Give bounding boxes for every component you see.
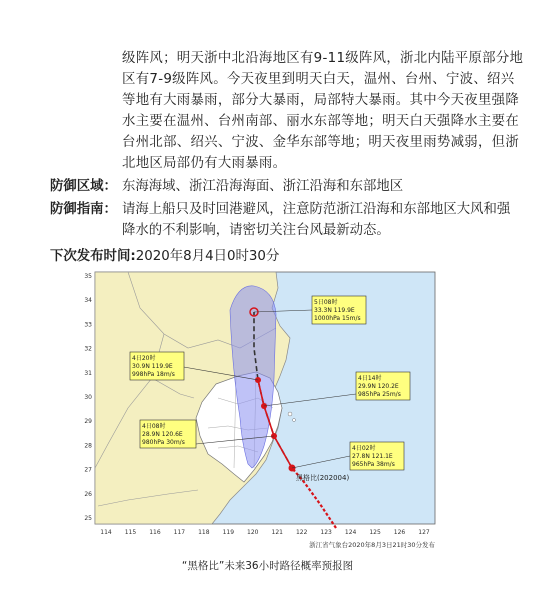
y-tick-label: 28 xyxy=(84,442,92,450)
y-tick-label: 26 xyxy=(84,490,92,498)
info-box-4d02 xyxy=(350,442,404,470)
y-tick-label: 25 xyxy=(84,515,92,522)
defense-area-value: 东海海域、浙江沿海海面、浙江沿海和东部地区 xyxy=(122,179,404,194)
y-tick-label: 34 xyxy=(84,297,92,305)
x-tick-label: 121 xyxy=(271,529,283,536)
typhoon-track-map xyxy=(68,268,456,550)
y-tick-label: 27 xyxy=(84,466,92,474)
x-tick-label: 120 xyxy=(247,529,259,536)
x-tick-label: 117 xyxy=(173,529,186,536)
y-tick-label: 29 xyxy=(84,418,92,426)
info-box-4d20 xyxy=(130,352,184,380)
info-box-pressure-wind: 985hPa 25m/s xyxy=(358,391,401,398)
y-tick-label: 32 xyxy=(84,345,92,353)
y-tick-label: 35 xyxy=(84,273,92,280)
x-tick-label: 119 xyxy=(222,529,235,536)
info-box-time: 4日08时 xyxy=(142,423,166,430)
info-box-position: 33.3N 119.9E xyxy=(314,307,355,314)
x-tick-label: 125 xyxy=(369,529,381,536)
x-tick-label: 122 xyxy=(295,529,308,536)
defense-guide-row xyxy=(50,199,511,238)
info-box-time: 4日20时 xyxy=(132,355,156,362)
x-tick-label: 115 xyxy=(124,529,137,536)
defense-guide-label: 防御指南： xyxy=(50,202,117,217)
info-box-position: 27.8N 121.1E xyxy=(352,453,393,460)
figure-caption: “黑格比”未来36小时路径概率预报图 xyxy=(181,560,354,572)
info-box-pressure-wind: 998hPa 18m/s xyxy=(132,371,175,378)
defense-guide-line2: 降水的不利影响，请密切关注台风最新动态。 xyxy=(122,223,390,238)
y-tick-label: 33 xyxy=(84,321,92,329)
island xyxy=(293,419,296,422)
info-box-pressure-wind: 980hPa 30m/s xyxy=(142,439,185,446)
info-box-pressure-wind: 1000hPa 15m/s xyxy=(314,315,361,322)
info-box-4d14 xyxy=(356,372,410,400)
island xyxy=(288,412,292,416)
forecast-line: 台州北部、绍兴、宁波、金华东部等地；明天夜里雨势减弱，但浙 xyxy=(122,135,520,150)
x-tick-label: 123 xyxy=(320,529,332,536)
typhoon-name-label: 黑格比(202004) xyxy=(296,474,350,482)
x-tick-label: 124 xyxy=(344,529,357,536)
x-tick-label: 114 xyxy=(100,529,112,536)
forecast-paragraph xyxy=(122,48,524,174)
y-axis-ticks xyxy=(84,273,92,522)
y-tick-label: 30 xyxy=(84,394,92,401)
y-tick-label: 31 xyxy=(84,369,92,377)
map-svg xyxy=(68,268,456,550)
info-box-pressure-wind: 965hPa 38m/s xyxy=(352,461,395,468)
info-box-position: 28.9N 120.6E xyxy=(142,431,183,438)
info-box-time: 4日02时 xyxy=(352,445,376,452)
x-axis-ticks xyxy=(100,529,430,536)
defense-guide-line1: 请海上船只及时回港避风，注意防范浙江沿海和东部地区大风和强 xyxy=(122,202,511,217)
next-release-label: 下次发布时间: xyxy=(50,249,136,264)
defense-area-label: 防御区域： xyxy=(50,179,117,194)
map-credit: 浙江省气象台2020年8月3日21时30分发布 xyxy=(309,541,435,549)
x-tick-label: 126 xyxy=(393,529,406,536)
info-box-time: 5日08时 xyxy=(314,299,338,306)
info-box-position: 29.9N 120.2E xyxy=(358,383,399,390)
info-box-position: 30.9N 119.9E xyxy=(132,363,173,370)
info-box-5d08 xyxy=(312,296,366,324)
forecast-line: 级阵风；明天浙中北沿海地区有9-11级阵风，浙北内陆平原部分地 xyxy=(122,51,524,66)
x-tick-label: 118 xyxy=(198,529,210,536)
info-box-4d08 xyxy=(140,420,196,448)
forecast-line: 区有7-9级阵风。今天夜里到明天白天，温州、台州、宁波、绍兴 xyxy=(122,72,515,87)
x-tick-label: 116 xyxy=(149,529,161,536)
info-box-time: 4日14时 xyxy=(358,375,382,382)
next-release-value: 2020年8月4日0时30分 xyxy=(135,249,280,264)
forecast-line: 等地有大雨暴雨，部分大暴雨，局部特大暴雨。其中今天夜里强降 xyxy=(122,93,520,108)
forecast-line: 北地区局部仍有大雨暴雨。 xyxy=(122,156,287,171)
x-tick-label: 127 xyxy=(418,529,430,536)
defense-area-row xyxy=(50,176,404,197)
next-release xyxy=(50,245,279,264)
forecast-line: 水主要在温州、台州南部、丽水东部等地；明天白天强降水主要在 xyxy=(122,114,520,129)
